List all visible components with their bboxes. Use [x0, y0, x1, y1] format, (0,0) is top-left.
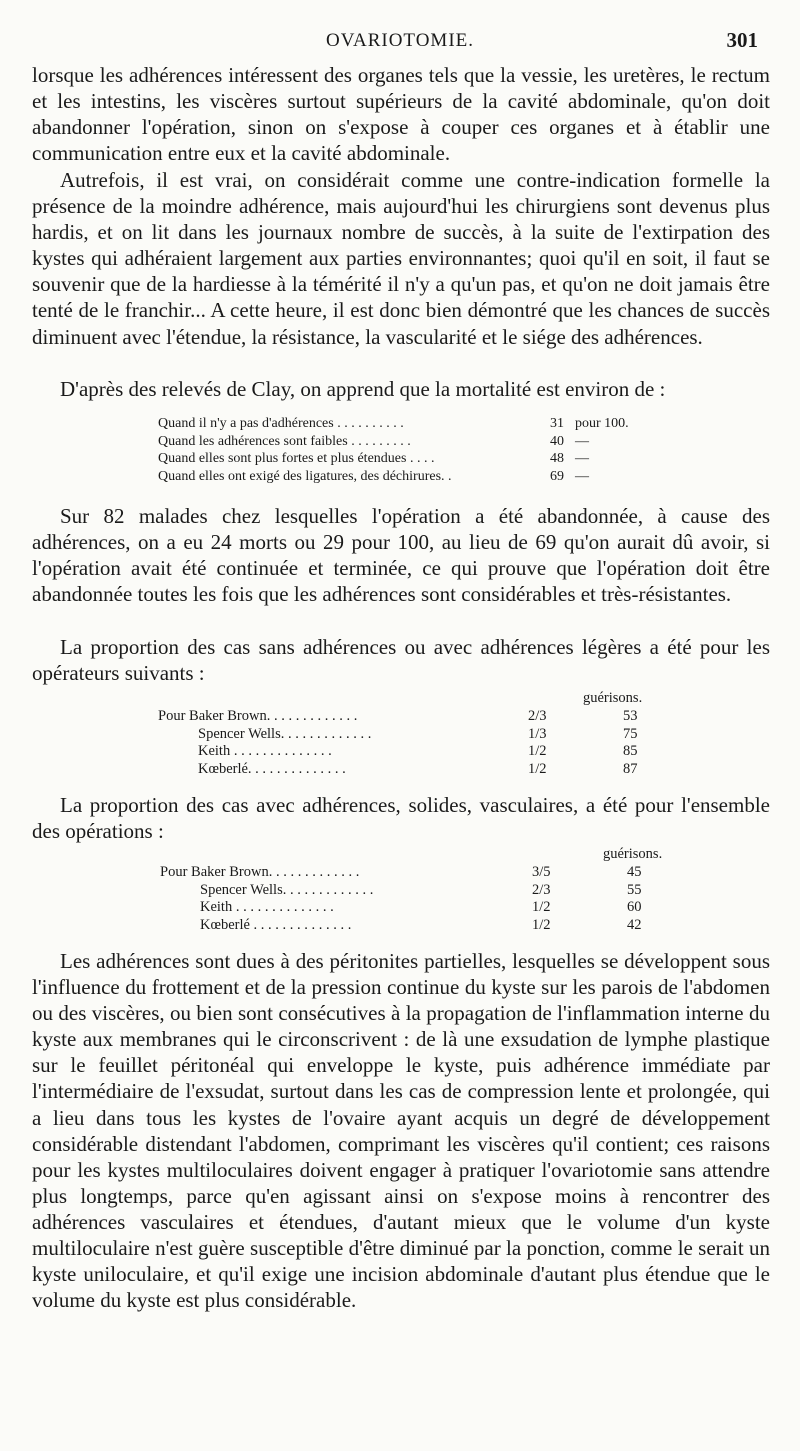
paragraph-5-text: La proportion des cas sans adhérences ou avec adhérences légères a été pour les opérateurs suivants : — [32, 635, 770, 686]
operator-ratio: 1/2 — [532, 899, 551, 916]
table-row — [158, 761, 678, 779]
operators-solid-table — [160, 846, 680, 935]
row-label: Quand elles ont exigé des ligatures, des déchirures. . — [158, 469, 452, 485]
row-unit: — — [575, 433, 589, 449]
paragraph-1 — [32, 62, 770, 166]
row-unit: — — [575, 451, 589, 467]
paragraph-7-text: Les adhérences sont dues à des péritonites partielles, lesquelles se développent sous l'influence du frottement et de la pression continue du kyste sur les parois de l'abdomen ou des viscères, ou bien sont consécutives à la propagation de l'inflammation interne du kyste aux membranes qui le circonscrivent : de là une exsudation de lymphe plastique sur le feuillet péritonéal qui enveloppe le kyste, puis adhérence immédiate par l'intermédiaire de l'exsudat, surtout dans les cas de compression lente et prolongée, qui a lieu dans tous les kystes de l'ovaire ayant acquis un degré de développement considérable distendant l'abdomen, comprimant les viscères qu'il contient; ces raisons pour les kystes multiloculaires doivent engager à pratiquer l'ovariotomie sans attendre plus longtemps, parce qu'en agissant ainsi on s'expose moins à rencontrer des adhérences vasculaires et étendues, d'autant mieux que le volume d'un kyste multiloculaire n'est guère susceptible d'être diminué par la ponction, comme le serait un kyste uniloculaire, et qu'il exige une incision abdominale d'autant plus étendue que le volume du kyste est plus considérable. — [32, 949, 770, 1313]
page-number: 301 — [726, 28, 758, 52]
paragraph-2-text: Autrefois, il est vrai, on considérait comme une contre-indication formelle la présence de la moindre adhérence, mais aujourd'hui les chirurgiens sont devenus plus hardis, et on lit dans les journaux nombre de succès, à la suite de l'extirpation des kystes qui adhéraient largement aux parties environnantes; quoi qu'il en soit, il faut se souvenir que de la hardiesse à la témérité il n'y a qu'un pas, et qu'on ne doit jamais être tenté de le franchir... A cette heure, il est donc bien démontré que les chances de succès diminuent avec l'étendue, la résistance, la vascularité et le siége des adhérences. — [32, 168, 770, 349]
row-unit: — — [575, 469, 589, 485]
operator-ratio: 2/3 — [532, 881, 551, 898]
paragraph-6 — [32, 792, 770, 844]
paragraph-4 — [32, 503, 770, 607]
row-value: 31 — [550, 416, 564, 431]
table-row — [160, 917, 680, 935]
row-label: Quand il n'y a pas d'adhérences . . . . . . . . . . — [158, 416, 404, 431]
table-row — [158, 433, 648, 451]
row-unit: pour 100. — [575, 416, 629, 431]
table-header — [158, 690, 678, 708]
operator-name: Keith . . . . . . . . . . . . . . — [198, 743, 332, 760]
table-row — [158, 726, 678, 744]
row-value: 48 — [550, 451, 564, 467]
paragraph-2 — [32, 167, 770, 350]
table-row — [158, 743, 678, 761]
table-row — [160, 882, 680, 900]
table-header — [160, 846, 680, 864]
table-row — [158, 708, 678, 726]
table-row — [158, 415, 648, 433]
operator-ratio: 2/3 — [528, 707, 547, 724]
column-header-guerisons: guérisons. — [603, 846, 663, 862]
operator-ratio: 1/3 — [528, 725, 547, 742]
operator-ratio: 1/2 — [528, 743, 547, 760]
operator-name: Pour Baker Brown. . . . . . . . . . . . . — [160, 863, 360, 880]
row-value: 40 — [550, 433, 564, 449]
operator-recoveries: 85 — [623, 743, 638, 760]
page-header — [0, 26, 800, 54]
row-label: Quand elles sont plus fortes et plus étendues . . . . — [158, 451, 435, 467]
operator-recoveries: 45 — [627, 863, 642, 880]
paragraph-3 — [32, 376, 770, 402]
table-row — [158, 450, 648, 468]
paragraph-5 — [32, 634, 770, 686]
operator-name: Pour Baker Brown. . . . . . . . . . . . . — [158, 707, 358, 724]
paragraph-4-text: Sur 82 malades chez lesquelles l'opération a été abandonnée, à cause des adhérences, on a eu 24 morts ou 29 pour 100, au lieu de 69 qu'on aurait dû avoir, si l'opération avait été continuée et terminée, ce qui prouve que l'opération doit être abandonnée toutes les fois que les adhérences sont considérables et très-résistantes. — [32, 504, 770, 607]
paragraph-1-text: lorsque les adhérences intéressent des organes tels que la vessie, les uretères, le rectum et les intestins, les viscères surtout supérieurs de la cavité abdominale, qu'on doit abandonner l'opération, sinon on s'expose à couper ces organes et à établir une communication entre eux et la cavité abdominale. — [32, 63, 770, 166]
row-label: Quand les adhérences sont faibles . . . . . . . . . — [158, 433, 411, 449]
table-row — [160, 864, 680, 882]
paragraph-6-text: La proportion des cas avec adhérences, solides, vasculaires, a été pour l'ensemble des opérations : — [32, 793, 770, 844]
row-value: 69 — [550, 469, 564, 485]
operator-name: Kœberlé. . . . . . . . . . . . . . — [198, 761, 346, 778]
running-title: OVARIOTOMIE. — [326, 30, 474, 51]
operator-recoveries: 55 — [627, 881, 642, 898]
operator-ratio: 3/5 — [532, 863, 551, 880]
operator-recoveries: 75 — [623, 725, 638, 742]
operator-recoveries: 53 — [623, 707, 638, 724]
operator-ratio: 1/2 — [532, 917, 551, 934]
operator-recoveries: 42 — [627, 917, 642, 934]
operator-name: Kœberlé . . . . . . . . . . . . . . — [200, 917, 352, 934]
table-row — [158, 468, 648, 486]
mortality-table — [158, 415, 648, 486]
table-row — [160, 899, 680, 917]
operator-name: Spencer Wells. . . . . . . . . . . . . — [198, 725, 372, 742]
column-header-guerisons: guérisons. — [583, 690, 643, 706]
paragraph-7 — [32, 948, 770, 1313]
operator-name: Keith . . . . . . . . . . . . . . — [200, 899, 334, 916]
operator-ratio: 1/2 — [528, 761, 547, 778]
operator-recoveries: 60 — [627, 899, 642, 916]
operators-light-table — [158, 690, 678, 779]
operator-name: Spencer Wells. . . . . . . . . . . . . — [200, 881, 374, 898]
operator-recoveries: 87 — [623, 761, 638, 778]
paragraph-3-text: D'après des relevés de Clay, on apprend que la mortalité est environ de : — [60, 377, 666, 401]
